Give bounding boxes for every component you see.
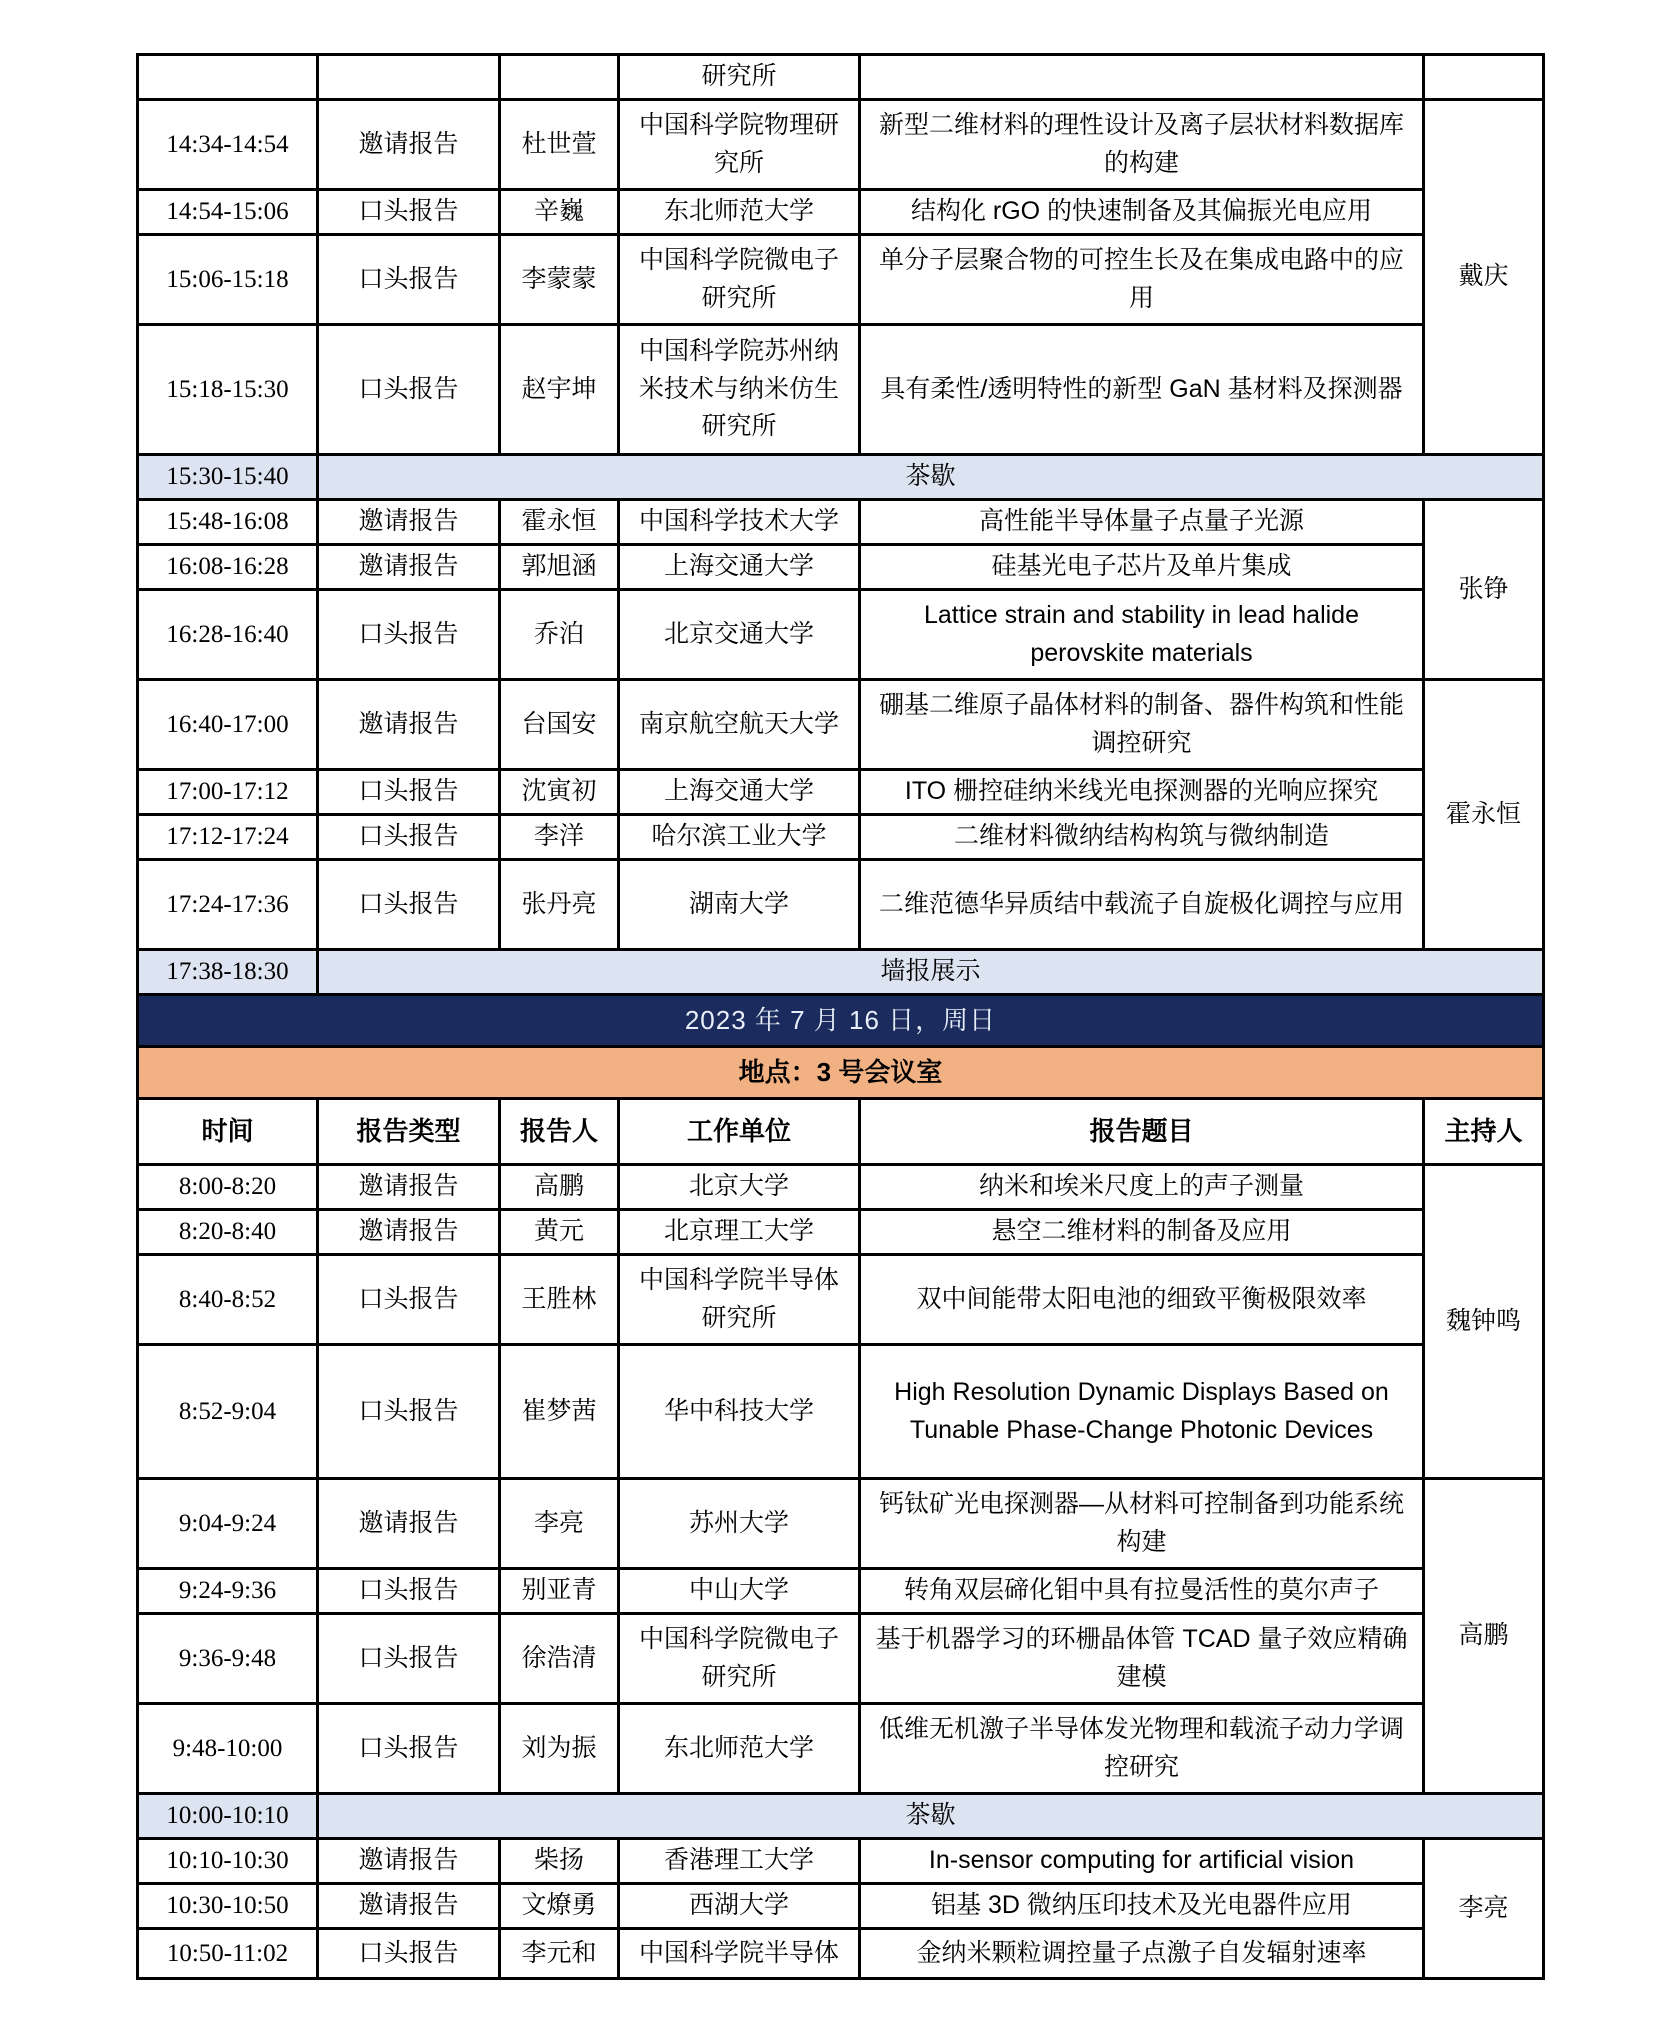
- cell-time: 8:40-8:52: [138, 1255, 318, 1345]
- cell-report-type: 口头报告: [318, 235, 500, 325]
- cell-speaker: 徐浩清: [500, 1614, 619, 1704]
- cell-affiliation: 北京大学: [619, 1165, 860, 1210]
- cell-speaker: 张丹亮: [500, 860, 619, 950]
- cell-time: 14:34-14:54: [138, 100, 318, 190]
- cell-time: 8:52-9:04: [138, 1345, 318, 1479]
- header-time: 时间: [138, 1099, 318, 1165]
- cell-time: 15:18-15:30: [138, 325, 318, 455]
- cell-report-type: 邀请报告: [318, 1210, 500, 1255]
- cell-speaker: 黄元: [500, 1210, 619, 1255]
- cell-affiliation: 中国科学院苏州纳米技术与纳米仿生研究所: [619, 325, 860, 455]
- cell-report-type: 口头报告: [318, 815, 500, 860]
- cell-time: 9:48-10:00: [138, 1704, 318, 1794]
- cell-affiliation: 东北师范大学: [619, 1704, 860, 1794]
- row-continuation-0: [138, 55, 1544, 100]
- cell-time: 15:06-15:18: [138, 235, 318, 325]
- cell-chair: 张铮: [1424, 500, 1544, 680]
- cell-report-type: 口头报告: [318, 1255, 500, 1345]
- cell-title: 纳米和埃米尺度上的声子测量: [860, 1165, 1424, 1210]
- cell-speaker: 柴扬: [500, 1839, 619, 1884]
- cell-time: 17:12-17:24: [138, 815, 318, 860]
- cell-speaker: 郭旭涵: [500, 545, 619, 590]
- row-talk-3: [138, 235, 1544, 325]
- break-label: 茶歇: [318, 1794, 1544, 1839]
- row-talk-19: [138, 1255, 1544, 1345]
- cell-report-type: 口头报告: [318, 190, 500, 235]
- cell-report-type: 邀请报告: [318, 100, 500, 190]
- cell-time: 15:30-15:40: [138, 455, 318, 500]
- cell-time: 15:48-16:08: [138, 500, 318, 545]
- cell-affiliation: 华中科技大学: [619, 1345, 860, 1479]
- cell-report-type: 口头报告: [318, 1929, 500, 1979]
- cell-affiliation: 上海交通大学: [619, 545, 860, 590]
- cell-affiliation: 中山大学: [619, 1569, 860, 1614]
- row-talk-24: [138, 1704, 1544, 1794]
- cell-title: 低维无机激子半导体发光物理和载流子动力学调控研究: [860, 1704, 1424, 1794]
- cell-report-type: 邀请报告: [318, 1479, 500, 1569]
- cell-speaker: 杜世萱: [500, 100, 619, 190]
- row-talk-28: [138, 1929, 1544, 1979]
- cell-title: 具有柔性/透明特性的新型 GaN 基材料及探测器: [860, 325, 1424, 455]
- conference-schedule-table: [136, 53, 1545, 1980]
- cell-speaker: 文燎勇: [500, 1884, 619, 1929]
- cell-report-type: 邀请报告: [318, 1165, 500, 1210]
- cell-speaker: 辛巍: [500, 190, 619, 235]
- cell-report-type: 邀请报告: [318, 1839, 500, 1884]
- cell-affiliation: 中国科学院物理研究所: [619, 100, 860, 190]
- cell-title: 钙钛矿光电探测器—从材料可控制备到功能系统构建: [860, 1479, 1424, 1569]
- row-talk-1: [138, 100, 1544, 190]
- cell-chair: 戴庆: [1424, 100, 1544, 455]
- cell-affiliation: 中国科学院半导体: [619, 1929, 860, 1979]
- cell-speaker: 李元和: [500, 1929, 619, 1979]
- cell-time: 8:20-8:40: [138, 1210, 318, 1255]
- row-talk-4: [138, 325, 1544, 455]
- row-talk-2: [138, 190, 1544, 235]
- row-talk-26: [138, 1839, 1544, 1884]
- cell-time: 17:38-18:30: [138, 950, 318, 995]
- cell-time: 8:00-8:20: [138, 1165, 318, 1210]
- cell-affiliation: 苏州大学: [619, 1479, 860, 1569]
- header-speaker: 报告人: [500, 1099, 619, 1165]
- cell-time: 14:54-15:06: [138, 190, 318, 235]
- cell-affiliation: 北京交通大学: [619, 590, 860, 680]
- cell-time: 10:30-10:50: [138, 1884, 318, 1929]
- cell-speaker: 赵宇坤: [500, 325, 619, 455]
- cell-speaker: 霍永恒: [500, 500, 619, 545]
- cell-title: 双中间能带太阳电池的细致平衡极限效率: [860, 1255, 1424, 1345]
- cell-report-type: 口头报告: [318, 1704, 500, 1794]
- cell-report-type: 口头报告: [318, 770, 500, 815]
- schedule-table-body: [138, 55, 1544, 1979]
- cell-title: ITO 栅控硅纳米线光电探测器的光响应探究: [860, 770, 1424, 815]
- cell-speaker: 高鹏: [500, 1165, 619, 1210]
- cell-report-type: 口头报告: [318, 1614, 500, 1704]
- cell-speaker: [500, 55, 619, 100]
- cell-title: In-sensor computing for artificial vision: [860, 1839, 1424, 1884]
- row-talk-11: [138, 815, 1544, 860]
- cell-report-type: 邀请报告: [318, 1884, 500, 1929]
- row-talk-9: [138, 680, 1544, 770]
- row-talk-7: [138, 545, 1544, 590]
- cell-title: 悬空二维材料的制备及应用: [860, 1210, 1424, 1255]
- row-talk-12: [138, 860, 1544, 950]
- cell-title: Lattice strain and stability in lead halide perovskite materials: [860, 590, 1424, 680]
- break-label: 茶歇: [318, 455, 1544, 500]
- row-talk-18: [138, 1210, 1544, 1255]
- cell-time: 10:00-10:10: [138, 1794, 318, 1839]
- cell-title: 新型二维材料的理性设计及离子层状材料数据库的构建: [860, 100, 1424, 190]
- cell-title: 硼基二维原子晶体材料的制备、器件构筑和性能调控研究: [860, 680, 1424, 770]
- cell-speaker: 王胜林: [500, 1255, 619, 1345]
- row-location_banner-15: [138, 1047, 1544, 1099]
- cell-chair: 魏钟鸣: [1424, 1165, 1544, 1479]
- row-talk-27: [138, 1884, 1544, 1929]
- cell-speaker: 刘为振: [500, 1704, 619, 1794]
- row-talk-10: [138, 770, 1544, 815]
- cell-chair: 高鹏: [1424, 1479, 1544, 1794]
- header-report-type: 报告类型: [318, 1099, 500, 1165]
- cell-time: 16:28-16:40: [138, 590, 318, 680]
- row-talk-23: [138, 1614, 1544, 1704]
- cell-report-type: 口头报告: [318, 590, 500, 680]
- cell-report-type: 口头报告: [318, 1345, 500, 1479]
- cell-affiliation: 中国科学技术大学: [619, 500, 860, 545]
- cell-speaker: 台国安: [500, 680, 619, 770]
- row-date_banner-14: [138, 995, 1544, 1047]
- cell-affiliation: 中国科学院微电子研究所: [619, 1614, 860, 1704]
- cell-title: 基于机器学习的环栅晶体管 TCAD 量子效应精确建模: [860, 1614, 1424, 1704]
- cell-report-type: 邀请报告: [318, 500, 500, 545]
- cell-title: 硅基光电子芯片及单片集成: [860, 545, 1424, 590]
- row-talk-8: [138, 590, 1544, 680]
- cell-chair: 霍永恒: [1424, 680, 1544, 950]
- cell-speaker: 李蒙蒙: [500, 235, 619, 325]
- cell-speaker: 乔泊: [500, 590, 619, 680]
- row-break-13: [138, 950, 1544, 995]
- cell-speaker: 别亚青: [500, 1569, 619, 1614]
- cell-speaker: 李洋: [500, 815, 619, 860]
- cell-speaker: 崔梦茜: [500, 1345, 619, 1479]
- header-chair: 主持人: [1424, 1099, 1544, 1165]
- cell-speaker: 沈寅初: [500, 770, 619, 815]
- cell-report-type: 邀请报告: [318, 545, 500, 590]
- location-banner-label: 地点：3 号会议室: [138, 1047, 1544, 1099]
- row-break-5: [138, 455, 1544, 500]
- header-affiliation: 工作单位: [619, 1099, 860, 1165]
- cell-time: 10:10-10:30: [138, 1839, 318, 1884]
- date-banner-label: 2023 年 7 月 16 日，周日: [138, 995, 1544, 1047]
- cell-title: 单分子层聚合物的可控生长及在集成电路中的应用: [860, 235, 1424, 325]
- cell-affiliation: 西湖大学: [619, 1884, 860, 1929]
- cell-time: 17:00-17:12: [138, 770, 318, 815]
- cell-chair: 李亮: [1424, 1839, 1544, 1979]
- row-header-16: [138, 1099, 1544, 1165]
- row-talk-20: [138, 1345, 1544, 1479]
- row-talk-22: [138, 1569, 1544, 1614]
- row-break-25: [138, 1794, 1544, 1839]
- cell-title: High Resolution Dynamic Displays Based on Tunable Phase-Change Photonic Devices: [860, 1345, 1424, 1479]
- row-talk-17: [138, 1165, 1544, 1210]
- cell-affiliation: 上海交通大学: [619, 770, 860, 815]
- cell-time: 17:24-17:36: [138, 860, 318, 950]
- cell-time: 9:36-9:48: [138, 1614, 318, 1704]
- cell-affiliation: 中国科学院半导体研究所: [619, 1255, 860, 1345]
- cell-title: 结构化 rGO 的快速制备及其偏振光电应用: [860, 190, 1424, 235]
- cell-time: 9:24-9:36: [138, 1569, 318, 1614]
- cell-affiliation: 湖南大学: [619, 860, 860, 950]
- header-title: 报告题目: [860, 1099, 1424, 1165]
- cell-title: 转角双层碲化钼中具有拉曼活性的莫尔声子: [860, 1569, 1424, 1614]
- cell-report-type: 邀请报告: [318, 680, 500, 770]
- cell-time: [138, 55, 318, 100]
- cell-affiliation: 研究所: [619, 55, 860, 100]
- cell-title: 二维材料微纳结构构筑与微纳制造: [860, 815, 1424, 860]
- cell-report-type: [318, 55, 500, 100]
- cell-title: 二维范德华异质结中载流子自旋极化调控与应用: [860, 860, 1424, 950]
- cell-affiliation: 北京理工大学: [619, 1210, 860, 1255]
- cell-affiliation: 中国科学院微电子研究所: [619, 235, 860, 325]
- cell-speaker: 李亮: [500, 1479, 619, 1569]
- cell-title: 高性能半导体量子点量子光源: [860, 500, 1424, 545]
- cell-title: 铝基 3D 微纳压印技术及光电器件应用: [860, 1884, 1424, 1929]
- break-label: 墙报展示: [318, 950, 1544, 995]
- cell-title: 金纳米颗粒调控量子点激子自发辐射速率: [860, 1929, 1424, 1979]
- cell-time: 16:40-17:00: [138, 680, 318, 770]
- cell-report-type: 口头报告: [318, 325, 500, 455]
- cell-affiliation: 哈尔滨工业大学: [619, 815, 860, 860]
- cell-title: [860, 55, 1424, 100]
- row-talk-21: [138, 1479, 1544, 1569]
- cell-affiliation: 香港理工大学: [619, 1839, 860, 1884]
- cell-time: 16:08-16:28: [138, 545, 318, 590]
- cell-time: 10:50-11:02: [138, 1929, 318, 1979]
- row-talk-6: [138, 500, 1544, 545]
- cell-time: 9:04-9:24: [138, 1479, 318, 1569]
- cell-chair: [1424, 55, 1544, 100]
- cell-affiliation: 南京航空航天大学: [619, 680, 860, 770]
- cell-report-type: 口头报告: [318, 1569, 500, 1614]
- cell-affiliation: 东北师范大学: [619, 190, 860, 235]
- cell-report-type: 口头报告: [318, 860, 500, 950]
